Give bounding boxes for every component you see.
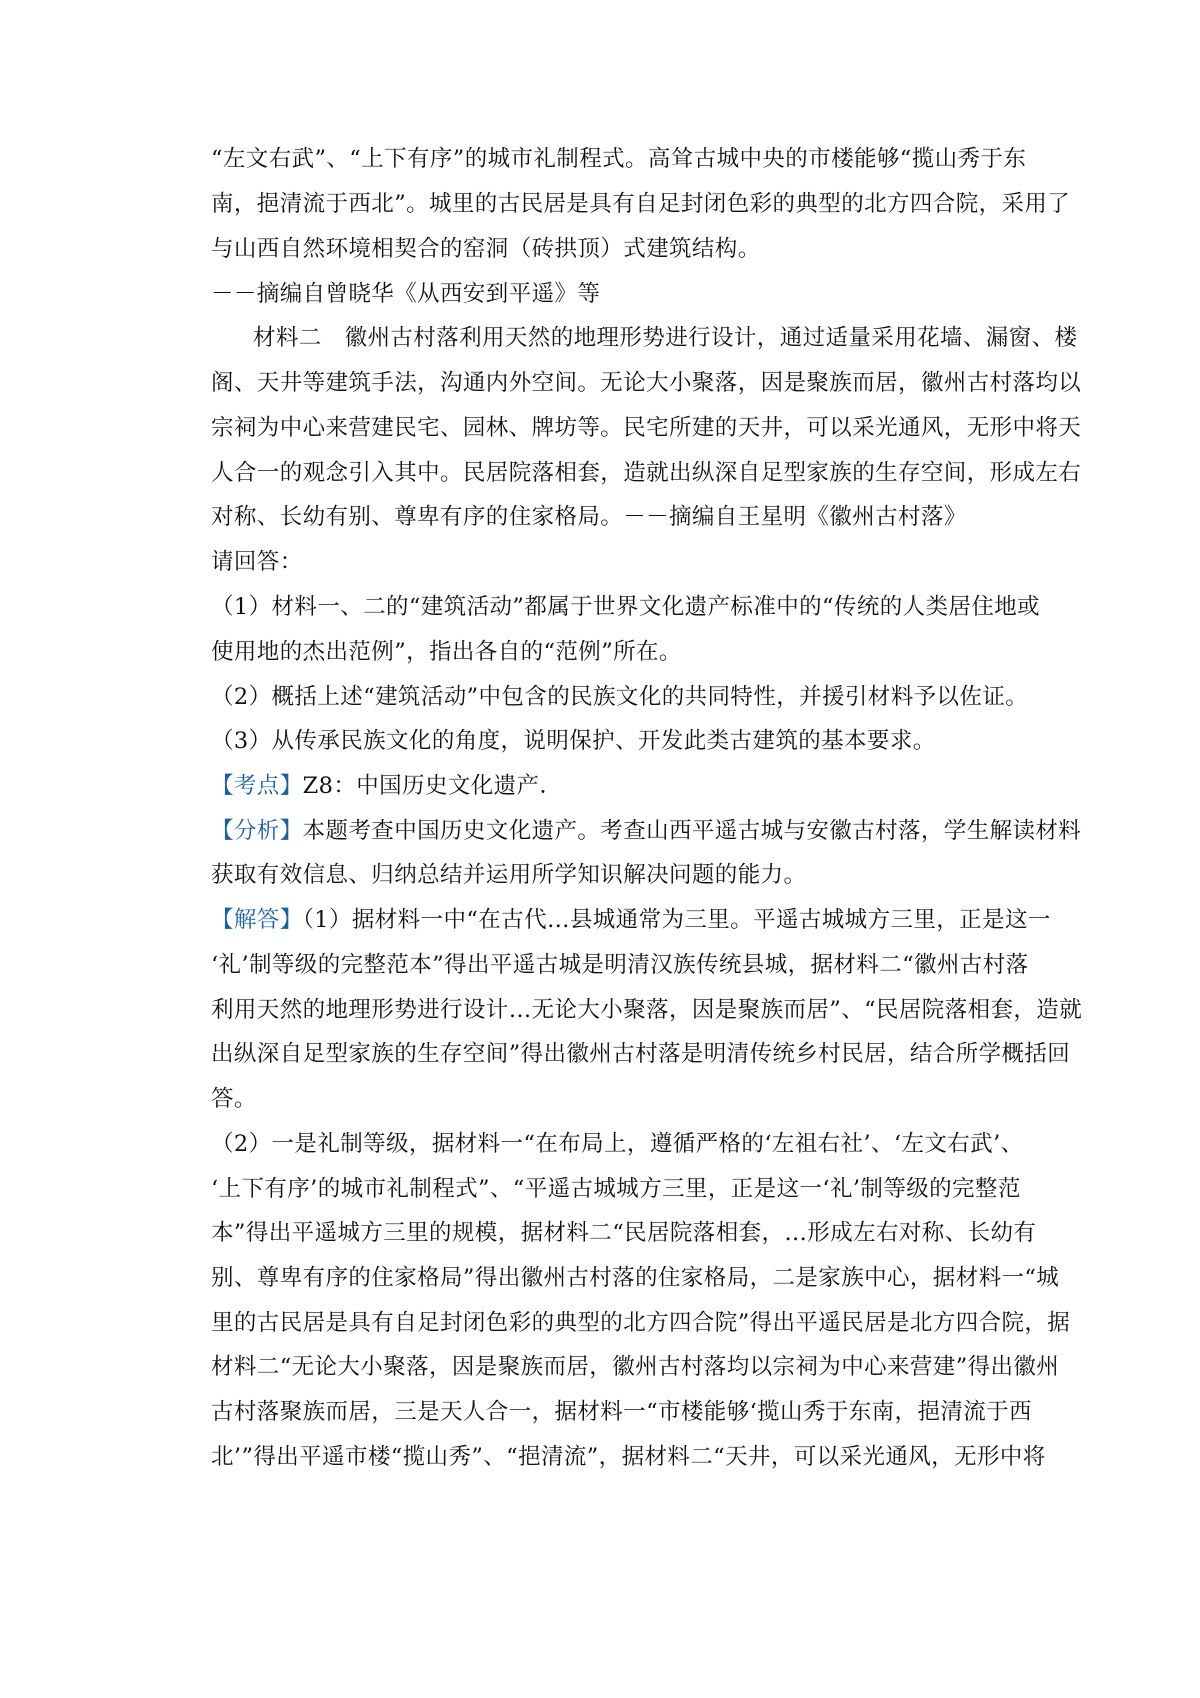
kaodian-text: Z8：中国历史文化遗产． <box>302 773 563 799</box>
text-line: 出纵深自足型家族的生存空间”得出徽州古村落是明清传统乡村民居，结合所学概括回 <box>211 1041 1071 1067</box>
text-line: “左文右武”、“上下有序”的城市礼制程式。高耸古城中央的市楼能够“揽山秀于东 <box>211 146 1027 172</box>
text-line: 本”得出平遥城方三里的规模，据材料二“民居院落相套，…形成左右对称、长幼有 <box>211 1220 1037 1246</box>
jieda-text: （1）据材料一中“在古代…县城通常为三里。平遥古城城方三里，正是这一 <box>302 907 1051 933</box>
text-line: 对称、长幼有别、尊卑有序的住家格局。－－摘编自王星明《徽州古村落》 <box>211 504 967 530</box>
fenxi-line <box>211 816 1081 846</box>
question-3: （3）从传承民族文化的角度，说明保护、开发此类古建筑的基本要求。 <box>211 728 936 754</box>
text-line: 北’”得出平遥市楼“揽山秀”、“挹清流”，据材料二“天井，可以采光通风，无形中将 <box>211 1444 1046 1470</box>
text-line: 里的古民居是具有自足封闭色彩的典型的北方四合院”得出平遥民居是北方四合院，据 <box>211 1310 1071 1336</box>
text-line: 使用地的杰出范例”，指出各自的“范例”所在。 <box>211 639 682 665</box>
text-line: 材料二 徽州古村落利用天然的地理形势进行设计，通过适量采用花墙、漏窗、楼 <box>253 325 1078 351</box>
text-line: 阁、天井等建筑手法，沟通内外空间。无论大小聚落，因是聚族而居，徽州古村落均以 <box>211 370 1082 396</box>
text-line: 宗祠为中心来营建民宅、园林、牌坊等。民宅所建的天井，可以采光通风，无形中将天 <box>211 415 1082 441</box>
jieda-tag: 【解答】 <box>211 907 303 933</box>
text-line: 获取有效信息、归纳总结并运用所学知识解决问题的能力。 <box>211 862 807 888</box>
jieda-line <box>211 905 1051 935</box>
text-line: 人合一的观念引入其中。民居院落相套，造就出纵深自足型家族的生存空间，形成左右 <box>211 460 1082 486</box>
answer-2: （2）一是礼制等级，据材料一“在布局上，遵循严格的‘左祖右社’、‘左文右武’、 <box>211 1131 1024 1157</box>
text-line: ‘礼’制等级的完整范本”得出平遥古城是明清汉族传统县城，据材料二“徽州古村落 <box>211 952 1029 978</box>
question-1: （1）材料一、二的“建筑活动”都属于世界文化遗产标准中的“传统的人类居住地或 <box>211 594 1041 620</box>
kaodian-line <box>211 771 562 801</box>
fenxi-tag: 【分析】 <box>211 818 303 844</box>
kaodian-tag: 【考点】 <box>211 773 303 799</box>
text-line: 利用天然的地理形势进行设计…无论大小聚落，因是聚族而居”、“民居院落相套，造就 <box>211 997 1083 1023</box>
text-line: 与山西自然环境相契合的窑洞（砖拱顶）式建筑结构。 <box>211 236 761 262</box>
question-2: （2）概括上述“建筑活动”中包含的民族文化的共同特性，并援引材料予以佐证。 <box>211 684 1029 710</box>
question-prompt: 请回答： <box>211 549 303 575</box>
text-line: 南，挹清流于西北”。城里的古民居是具有自足封闭色彩的典型的北方四合院，采用了 <box>211 191 1071 217</box>
fenxi-text: 本题考查中国历史文化遗产。考查山西平遥古城与安徽古村落，学生解读材料 <box>302 818 1082 844</box>
text-line: 材料二“无论大小聚落，因是聚族而居，徽州古村落均以宗祠为中心来营建”得出徽州 <box>211 1354 1060 1380</box>
text-line: 古村落聚族而居，三是天人合一，据材料一“市楼能够‘揽山秀于东南，挹清流于西 <box>211 1399 1032 1425</box>
source-citation: －－摘编自曾晓华《从西安到平遥》等 <box>211 281 601 307</box>
text-line: ‘上下有序’的城市礼制程式”、“平遥古城城方三里，正是这一‘礼’制等级的完整范 <box>211 1176 1021 1202</box>
text-line: 答。 <box>211 1086 257 1112</box>
text-line: 别、尊卑有序的住家格局”得出徽州古村落的住家格局，二是家族中心，据材料一“城 <box>211 1265 1060 1291</box>
